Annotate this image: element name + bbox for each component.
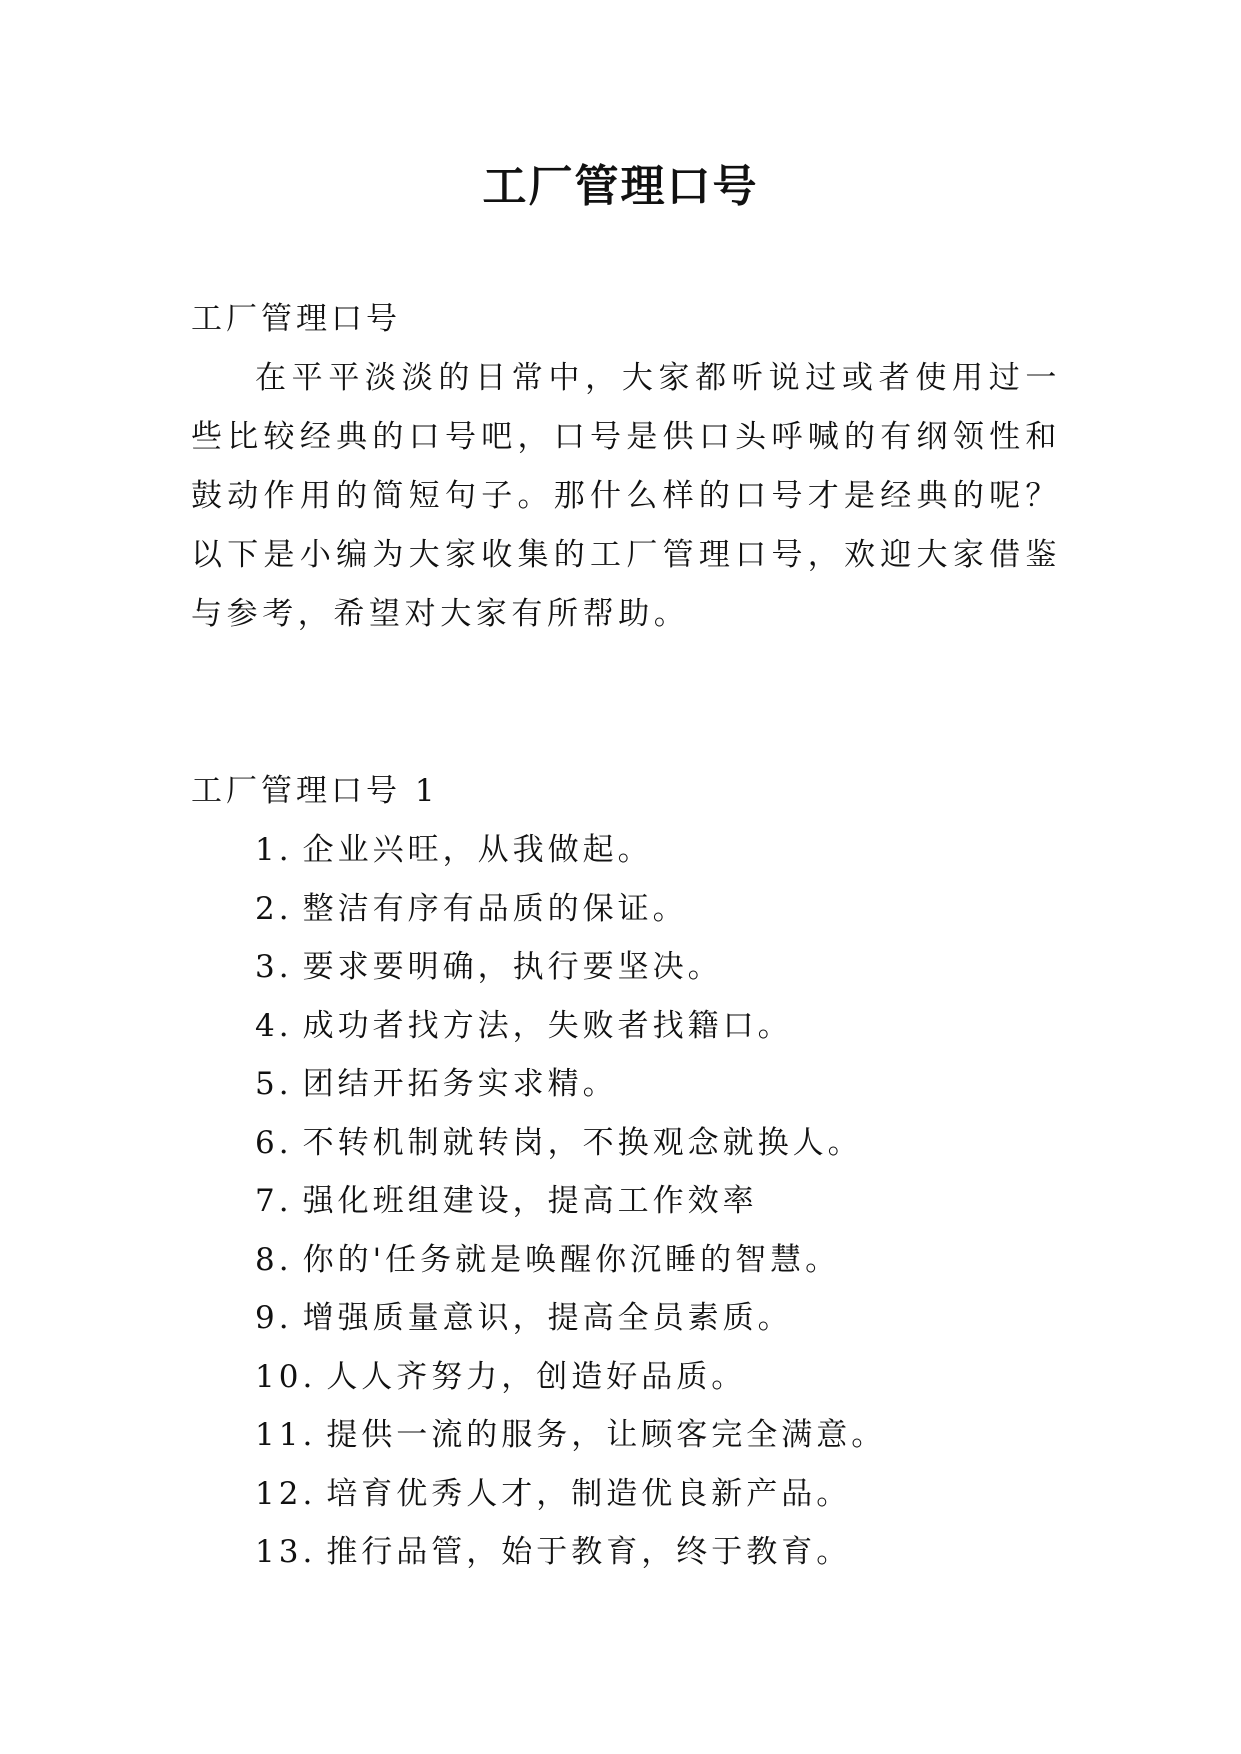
slogan-section	[191, 762, 1061, 1582]
list-item	[255, 1523, 1061, 1582]
item-text: 团结开拓务实求精。	[302, 1066, 618, 1102]
list-item	[255, 1172, 1061, 1231]
item-number: 6.	[255, 1124, 293, 1161]
item-text: 培育优秀人才，制造优良新产品。	[326, 1475, 852, 1512]
item-text: 不转机制就转岗，不换观念就换人。	[302, 1124, 863, 1161]
list-item	[255, 1289, 1061, 1348]
list-item	[255, 1465, 1061, 1524]
item-text: 增强质量意识，提高全员素质。	[302, 1300, 793, 1336]
item-text: 提供一流的服务，让顾客完全满意。	[326, 1417, 887, 1453]
item-text: 整洁有序有品质的保证。	[302, 890, 688, 927]
document-body	[191, 290, 1061, 1582]
item-number: 7.	[255, 1183, 293, 1219]
list-item	[255, 1055, 1061, 1114]
item-text: 要求要明确，执行要坚决。	[302, 949, 723, 985]
list-item	[255, 1406, 1061, 1465]
list-item	[255, 1348, 1061, 1407]
item-text: 企业兴旺，从我做起。	[302, 832, 653, 868]
item-text: 你的'任务就是唤醒你沉睡的智慧。	[302, 1241, 841, 1278]
item-text: 推行品管，始于教育，终于教育。	[326, 1534, 852, 1570]
item-number: 1.	[255, 832, 293, 868]
item-text: 强化班组建设，提高工作效率	[302, 1183, 758, 1219]
item-number: 9.	[255, 1300, 293, 1336]
subheading: 工厂管理口号	[191, 301, 401, 337]
section-title: 工厂管理口号 1	[191, 773, 439, 809]
list-item	[255, 1231, 1061, 1290]
item-number: 4.	[255, 1007, 293, 1044]
list-item	[255, 938, 1061, 997]
intro-paragraph: 在平平淡淡的日常中，大家都听说过或者使用过一些比较经典的口号吧，口号是供口头呼喊的有纲领性和鼓动作用的简短句子。那什么样的口号才是经典的呢？以下是小编为大家收集的工厂管理口号，欢迎大家借鉴与参考，希望对大家有所帮助。	[191, 360, 1061, 632]
item-number: 11.	[255, 1417, 317, 1453]
list-item	[255, 997, 1061, 1056]
item-text: 成功者找方法，失败者找籍口。	[302, 1007, 793, 1044]
item-number: 2.	[255, 890, 293, 927]
item-number: 13.	[255, 1534, 317, 1570]
list-item	[255, 880, 1061, 939]
item-number: 12.	[255, 1475, 317, 1512]
item-text: 人人齐努力，创造好品质。	[326, 1358, 747, 1395]
document-title: 工厂管理口号	[482, 161, 759, 212]
item-number: 10.	[255, 1358, 317, 1395]
item-number: 5.	[255, 1066, 293, 1102]
list-item	[255, 821, 1061, 880]
slogan-list	[191, 821, 1061, 1582]
list-item	[255, 1114, 1061, 1173]
item-number: 8.	[255, 1241, 293, 1278]
item-number: 3.	[255, 949, 293, 985]
